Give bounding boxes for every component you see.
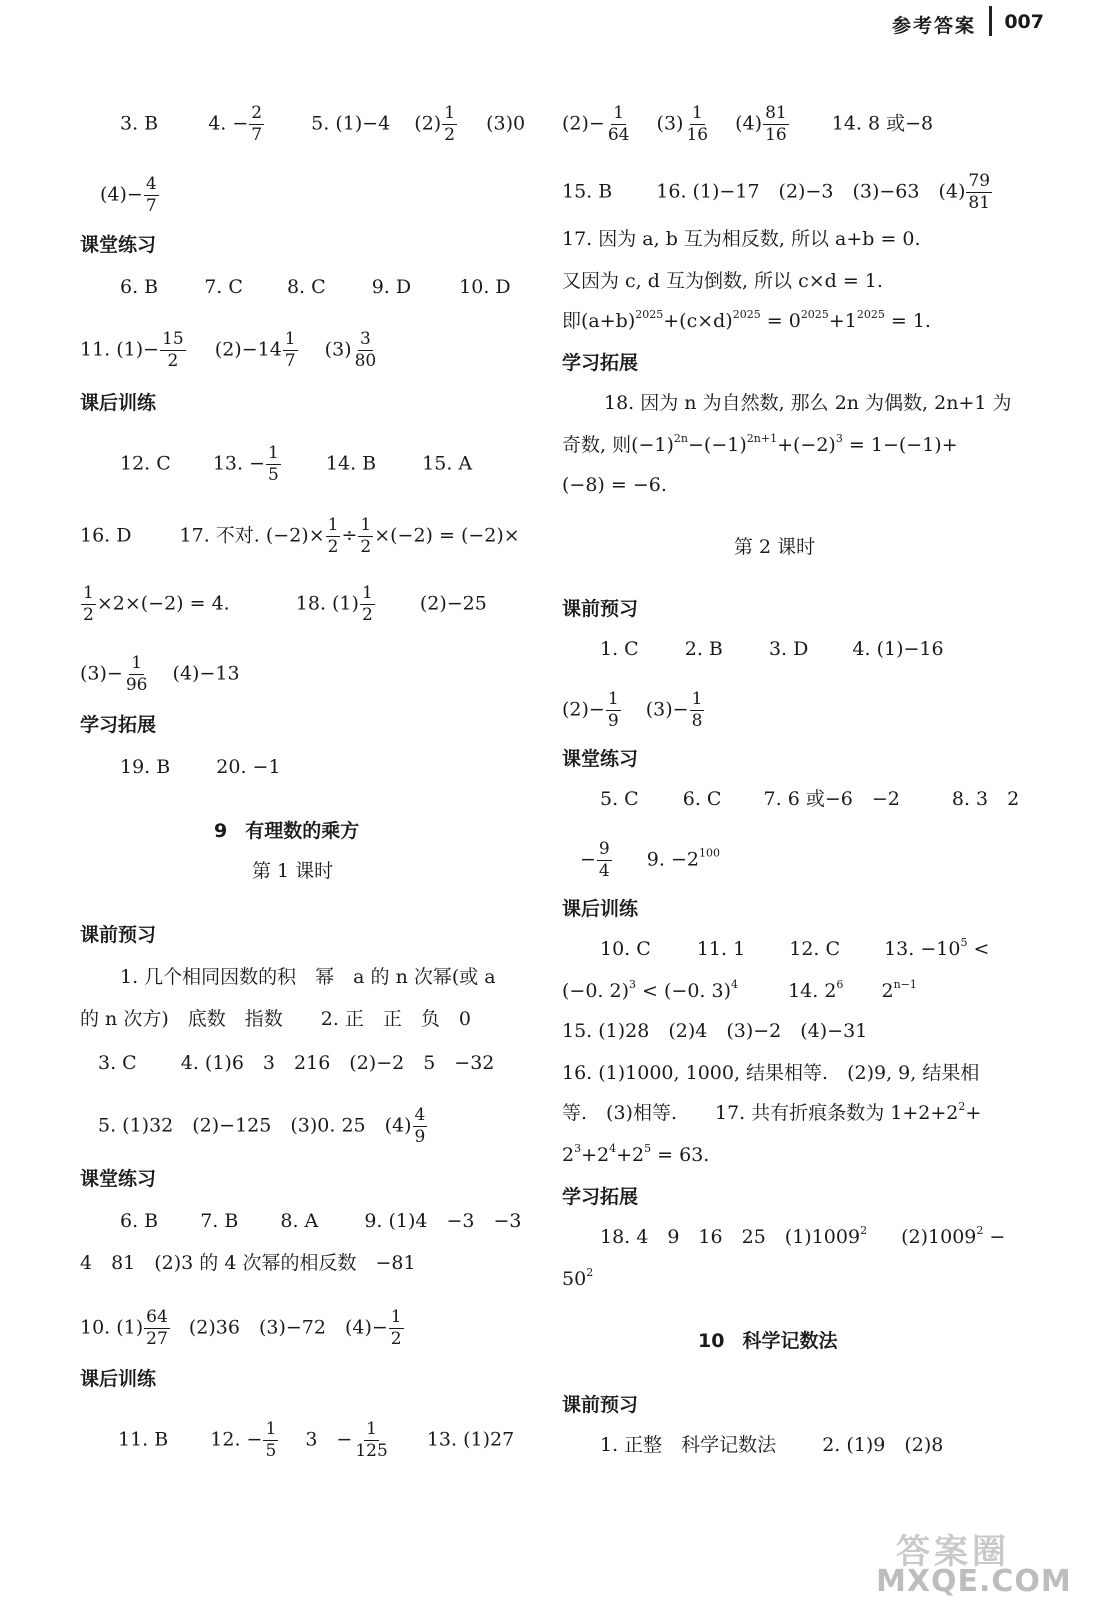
answer-text: 3. D <box>768 638 809 660</box>
fraction <box>690 690 705 731</box>
fraction <box>353 1420 389 1461</box>
answer-text: 16. D <box>80 524 132 547</box>
superscript: 2 <box>860 1224 868 1237</box>
answer-text: 7. C <box>204 276 243 298</box>
fraction <box>413 1106 428 1147</box>
answer-text: 13. − <box>212 452 266 475</box>
answer-text: 有理数的乘方 <box>245 820 360 842</box>
answer-text: +(c×d) <box>663 310 733 332</box>
chapter-title <box>698 1328 837 1354</box>
answer-line <box>120 104 525 145</box>
superscript: 5 <box>960 936 968 949</box>
superscript: n−1 <box>893 978 917 991</box>
page-header <box>844 0 1104 48</box>
fraction <box>160 330 186 371</box>
fraction <box>684 104 710 145</box>
answer-text: 19. B <box>120 756 171 778</box>
answer-text: 2 <box>562 1144 575 1166</box>
numerator: 1 <box>327 515 339 535</box>
answer-text: 13. −10 <box>884 938 961 960</box>
answer-line: 的 n 次方) 底数 指数 2. 正 正 负 0 <box>80 1008 471 1030</box>
numerator: 1 <box>360 515 372 535</box>
answer-line <box>562 432 958 458</box>
answer-line <box>562 690 705 731</box>
answer-line <box>600 1224 1005 1250</box>
numerator: 1 <box>444 103 456 123</box>
answer-text: ×(−2) = (−2)× <box>374 524 520 547</box>
answer-text: 1. C <box>600 638 639 660</box>
answer-text: 10. C <box>600 938 651 960</box>
answer-text: +2 <box>581 1144 610 1166</box>
answer-line: 1. 几个相同因数的积 幂 a 的 n 次幂(或 a <box>120 966 496 988</box>
answer-text: +(−2) <box>777 434 836 456</box>
answer-text: 10. (1) <box>80 1316 144 1339</box>
answer-line <box>600 936 989 962</box>
numerator: 2 <box>251 103 263 123</box>
superscript: 2025 <box>635 308 664 321</box>
answer-text: 6. C <box>682 788 722 810</box>
section-heading: 课堂练习 <box>80 234 157 256</box>
answer-text: 14. 8 或−8 <box>831 112 934 135</box>
answer-text: 3. C <box>98 1052 137 1074</box>
numerator: 64 <box>146 1307 168 1327</box>
fraction <box>124 654 150 695</box>
section-heading: 课后训练 <box>80 1368 157 1390</box>
answer-text: (2)−25 <box>419 592 487 615</box>
answer-line <box>120 754 281 780</box>
answer-text: 奇数, 则(−1) <box>562 434 674 456</box>
answer-line <box>562 1266 593 1292</box>
denominator: 7 <box>251 125 263 145</box>
answer-line <box>80 330 379 371</box>
answer-text: 5. (1)−4 <box>311 112 391 135</box>
answer-text: (4)− <box>100 183 143 206</box>
superscript: 2 <box>586 1266 594 1279</box>
answer-text: 12. − <box>210 1428 263 1451</box>
answer-text: (4)−13 <box>172 662 240 685</box>
answer-line <box>600 1432 943 1458</box>
answer-text: (4) <box>735 112 763 135</box>
section-heading: 课前预习 <box>562 1394 639 1416</box>
answer-text: 2. (1)9 (2)8 <box>822 1434 944 1456</box>
lesson-title: 第 1 课时 <box>252 860 334 882</box>
answer-line: 4 81 (2)3 的 4 次幂的相反数 −81 <box>80 1252 416 1274</box>
fraction <box>360 584 375 625</box>
answer-text: 10. D <box>459 276 511 298</box>
answer-text: 18. 4 9 16 25 (1)1009 <box>600 1226 861 1248</box>
answer-text: 4. (1)−16 <box>852 638 944 660</box>
denominator: 2 <box>360 537 372 557</box>
answer-line <box>562 308 931 334</box>
answer-text: − <box>580 848 596 871</box>
denominator: 96 <box>125 675 148 695</box>
answer-text: − <box>983 1226 1006 1248</box>
denominator: 80 <box>354 351 377 371</box>
answer-text: 5. C <box>600 788 639 810</box>
fraction <box>389 1308 404 1349</box>
answer-text: (3)− <box>645 698 689 721</box>
answer-text: 8. A <box>280 1210 319 1232</box>
fraction <box>266 444 281 485</box>
answer-text: (2)− <box>562 112 605 135</box>
denominator: 2 <box>444 125 456 145</box>
answer-text: 2 <box>881 980 894 1002</box>
numerator: 1 <box>131 653 143 673</box>
answer-text: ÷ <box>341 524 358 547</box>
fraction <box>763 104 789 145</box>
answer-line <box>562 1142 709 1168</box>
answer-text: (2) <box>414 112 442 135</box>
answer-line <box>118 1420 514 1461</box>
answer-text: 1. 正整 科学记数法 <box>600 1434 777 1456</box>
superscript: 100 <box>698 846 720 860</box>
answer-text: 8. C <box>286 276 326 298</box>
answer-text: (2)36 (3)−72 (4)− <box>188 1316 388 1339</box>
answer-text: 11. 1 <box>696 938 746 960</box>
numerator: 1 <box>284 329 296 349</box>
superscript: 2 <box>976 1224 984 1237</box>
answer-line: 18. 因为 n 为自然数, 那么 2n 为偶数, 2n+1 为 <box>604 392 1012 414</box>
answer-text: (−0. 2) <box>562 980 630 1002</box>
superscript: 2025 <box>800 308 829 321</box>
answer-line <box>120 274 511 300</box>
header-divider <box>989 6 992 36</box>
watermark-logo <box>876 1520 1076 1600</box>
watermark-text: 答案圈 <box>896 1532 1010 1572</box>
section-heading: 课前预习 <box>562 598 639 620</box>
numerator: 81 <box>765 103 787 123</box>
numerator: 9 <box>598 839 610 859</box>
superscript: 5 <box>644 1142 652 1155</box>
answer-text: 即(a+b) <box>562 310 636 332</box>
superscript: 4 <box>609 1142 617 1155</box>
answer-line <box>120 1208 522 1234</box>
denominator: 2 <box>390 1329 402 1349</box>
denominator: 7 <box>145 196 157 216</box>
fraction <box>81 584 96 625</box>
answer-line <box>80 654 240 695</box>
numerator: 3 <box>360 329 371 349</box>
answer-line <box>562 1100 981 1126</box>
answer-line <box>562 172 993 213</box>
numerator: 1 <box>691 689 703 709</box>
fraction <box>263 1420 278 1461</box>
answer-text: 2. B <box>684 638 723 660</box>
section-heading: 课前预习 <box>80 924 157 946</box>
denominator: 9 <box>607 711 619 731</box>
answer-text: 科学记数法 <box>742 1330 838 1352</box>
section-heading: 课后训练 <box>562 898 639 920</box>
numerator: 1 <box>691 103 703 123</box>
answer-line <box>80 584 487 625</box>
answer-text: −(−1) <box>688 434 747 456</box>
fraction <box>144 175 159 216</box>
denominator: 7 <box>284 351 296 371</box>
header-title: 参考答案 <box>891 15 976 37</box>
answer-text: 6. B <box>120 276 159 298</box>
answer-line: 17. 因为 a, b 互为相反数, 所以 a+b = 0. <box>562 228 921 250</box>
answer-text: 7. B <box>200 1210 239 1232</box>
answer-text: < (−0. 3) <box>636 980 732 1002</box>
answer-text: < <box>967 938 990 960</box>
answer-text: 3 − <box>305 1428 353 1451</box>
superscript: 6 <box>836 978 844 991</box>
denominator: 9 <box>414 1127 426 1147</box>
superscript: 2025 <box>732 308 761 321</box>
answer-line <box>100 175 160 216</box>
fraction <box>326 516 341 557</box>
section-heading: 课堂练习 <box>562 748 639 770</box>
numerator: 1 <box>265 1419 277 1439</box>
answer-text: 5. (1)32 (2)−125 (3)0. 25 (4) <box>98 1114 412 1137</box>
answer-text: 11. (1)− <box>80 338 160 361</box>
answer-text: 12. C <box>789 938 841 960</box>
answer-line <box>600 786 1019 812</box>
superscript: 2 <box>958 1100 966 1113</box>
answer-text: 等. (3)相等. 17. 共有折痕条数为 1+2+2 <box>562 1102 959 1124</box>
chapter-title <box>214 818 359 844</box>
superscript: 2n+1 <box>746 432 778 445</box>
numerator: 1 <box>83 583 94 603</box>
answer-text: 15. A <box>422 452 473 475</box>
answer-text: = 1. <box>884 310 931 332</box>
answer-text: = 63. <box>651 1144 710 1166</box>
answer-text: (3) <box>324 338 352 361</box>
answer-text: (3) <box>656 112 684 135</box>
answer-text: +1 <box>828 310 857 332</box>
answer-text: 6. B <box>120 1210 159 1232</box>
page-number: 007 <box>1004 11 1044 33</box>
answer-text: (2)1009 <box>901 1226 977 1248</box>
fraction <box>358 516 373 557</box>
superscript: 3 <box>835 432 843 445</box>
superscript: 2n <box>673 432 689 445</box>
answer-text: (2)− <box>562 698 605 721</box>
answer-line <box>562 104 933 145</box>
answer-text: 9. −2 <box>646 848 699 871</box>
numerator: 4 <box>414 1105 426 1125</box>
answer-line <box>120 444 472 485</box>
answer-line: 15. (1)28 (2)4 (3)−2 (4)−31 <box>562 1020 868 1042</box>
numerator: 15 <box>162 329 184 349</box>
fraction <box>597 840 612 881</box>
fraction <box>249 104 264 145</box>
denominator: 81 <box>968 193 991 213</box>
answer-text: 15. B <box>562 180 613 203</box>
answer-text: ×2×(−2) = 4. <box>96 592 230 615</box>
answer-text: 14. B <box>325 452 377 475</box>
answer-text: 16. (1)−17 (2)−3 (3)−63 (4) <box>656 180 966 203</box>
answer-line <box>562 978 917 1004</box>
denominator: 2 <box>361 605 373 625</box>
section-heading: 学习拓展 <box>562 1186 639 1208</box>
answer-text: 11. B <box>118 1428 169 1451</box>
fraction <box>606 104 632 145</box>
fraction <box>144 1308 170 1349</box>
answer-text: 50 <box>562 1268 587 1290</box>
numerator: 4 <box>145 174 157 194</box>
answer-text: = 0 <box>760 310 801 332</box>
denominator: 5 <box>265 1441 277 1461</box>
answer-line: (−8) = −6. <box>562 474 667 496</box>
answer-text: 17. 不对. (−2)× <box>179 524 325 547</box>
answer-text: 3. B <box>120 112 159 135</box>
numerator: 79 <box>968 171 991 191</box>
answer-line <box>98 1050 494 1076</box>
answer-line <box>80 1308 405 1349</box>
numerator: 1 <box>613 103 625 123</box>
watermark-url: MXQE.COM <box>876 1564 1072 1599</box>
answer-line: 又因为 c, d 互为倒数, 所以 c×d = 1. <box>562 270 883 292</box>
denominator: 64 <box>607 125 630 145</box>
answer-text: (2)−14 <box>214 338 282 361</box>
numerator: 1 <box>268 443 279 463</box>
fraction <box>442 104 457 145</box>
denominator: 2 <box>327 537 339 557</box>
denominator: 4 <box>598 861 610 881</box>
answer-text: 9 <box>214 820 228 842</box>
denominator: 2 <box>167 351 179 371</box>
answer-text: (3)− <box>80 662 123 685</box>
denominator: 2 <box>83 605 94 625</box>
lesson-title: 第 2 课时 <box>734 536 816 558</box>
denominator: 16 <box>686 125 709 145</box>
numerator: 1 <box>366 1419 377 1439</box>
answer-line <box>580 840 720 881</box>
section-heading: 课堂练习 <box>80 1168 157 1190</box>
answer-text: +2 <box>616 1144 645 1166</box>
numerator: 1 <box>390 1307 402 1327</box>
answer-text: 9. D <box>371 276 412 298</box>
answer-text: 14. 2 <box>788 980 837 1002</box>
answer-text: 13. (1)27 <box>426 1428 515 1451</box>
denominator: 125 <box>355 1441 388 1461</box>
answer-text: (3)0 <box>486 112 526 135</box>
answer-line <box>600 636 944 662</box>
answer-text: = 1−(−1)+ <box>842 434 958 456</box>
answer-text: 7. 6 或−6 −2 <box>763 788 900 810</box>
answer-text: + <box>965 1102 982 1124</box>
denominator: 5 <box>268 465 279 485</box>
superscript: 4 <box>731 978 739 991</box>
fraction <box>966 172 992 213</box>
answer-text: 4. (1)6 3 216 (2)−2 5 −32 <box>180 1052 495 1074</box>
fraction <box>353 330 379 371</box>
answer-text: 10 <box>698 1330 725 1352</box>
answer-text: 9. (1)4 −3 −3 <box>364 1210 522 1232</box>
section-heading: 学习拓展 <box>562 352 639 374</box>
denominator: 27 <box>146 1329 168 1349</box>
numerator: 1 <box>361 583 373 603</box>
answer-text: 8. 3 2 <box>951 788 1020 810</box>
section-heading: 课后训练 <box>80 392 157 414</box>
answer-text: 12. C <box>120 452 171 475</box>
answer-line <box>98 1106 428 1147</box>
answer-line: 16. (1)1000, 1000, 结果相等. (2)9, 9, 结果相 <box>562 1062 980 1084</box>
answer-text: 18. (1) <box>295 592 359 615</box>
denominator: 16 <box>765 125 787 145</box>
answer-text: 20. −1 <box>216 756 281 778</box>
numerator: 1 <box>607 689 619 709</box>
superscript: 3 <box>629 978 637 991</box>
denominator: 8 <box>691 711 703 731</box>
section-heading: 学习拓展 <box>80 714 157 736</box>
fraction <box>283 330 298 371</box>
superscript: 2025 <box>856 308 885 321</box>
superscript: 3 <box>574 1142 582 1155</box>
fraction <box>606 690 621 731</box>
answer-text: 4. − <box>208 112 249 135</box>
answer-line <box>80 516 520 557</box>
